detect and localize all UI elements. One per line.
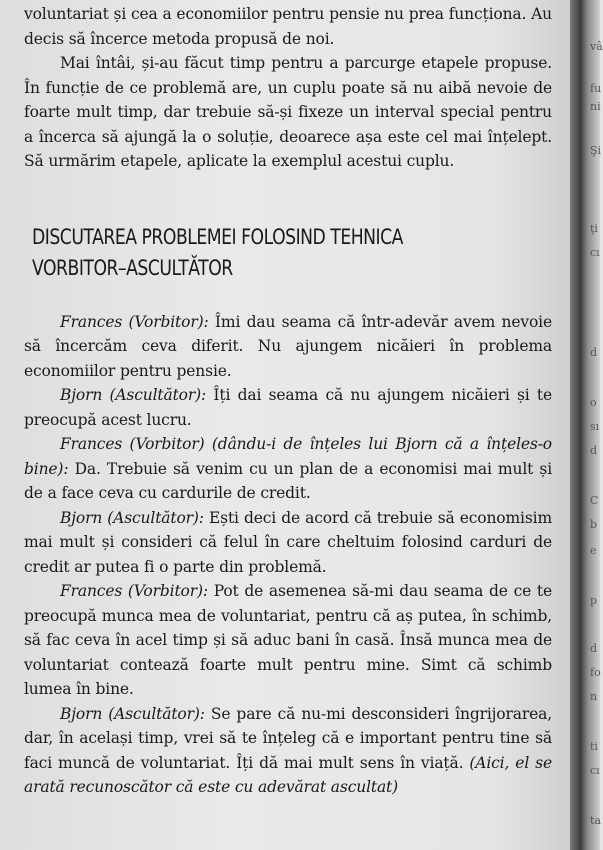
dialogue-line <box>24 579 552 702</box>
next-page-fragment: n <box>590 690 598 703</box>
next-page-fragment: p <box>590 594 598 607</box>
dialogue-text: Îți dai seama că nu ajungem nicăieri și te preocupă acest lucru. <box>24 386 552 429</box>
next-page-fragment: d <box>590 444 598 457</box>
speaker-label: Frances (Vorbitor): <box>60 582 208 600</box>
next-page-fragment: Şi <box>590 144 602 157</box>
next-page-fragment: d <box>590 642 598 655</box>
speaker-label: Bjorn (Ascultător): <box>60 704 205 723</box>
next-page-fragment: cı <box>590 246 600 259</box>
next-page-fragment: ta <box>590 814 601 827</box>
next-page-fragment: e <box>590 544 597 557</box>
dialogue-line <box>24 383 552 432</box>
next-page-fragment: fo <box>590 666 601 679</box>
speaker-label: Bjorn (Ascultător): <box>60 508 204 527</box>
paragraph-intro: Mai întâi, și-au făcut timp pentru a parcurge etapele propuse. În funcție de ce problemă are, un cuplu poate să nu aibă nevoie de foarte mult timp, dar trebuie să-și fixeze un interval special pentru a încerca să ajungă la o soluție, deoarece așa este cel mai înțelept. Să urmărim etapele, aplicate la exemplul acestui cuplu. <box>24 54 552 170</box>
next-page-fragment: C <box>590 494 599 507</box>
next-page-fragment: ti <box>590 740 598 753</box>
paragraph-continuation: voluntariat și cea a economiilor pentru pensie nu prea funcționa. Au decis să încerce metoda propusă de noi. <box>24 5 552 48</box>
dialogue-text: Ești deci de acord că trebuie să economisim mai mult și consideri că felul în care cheltuim folosind carduri de credit ar putea fi o parte din problemă. <box>24 508 552 576</box>
section-heading <box>32 222 524 284</box>
next-page-fragment: cı <box>590 764 600 777</box>
speaker-label: Frances (Vorbitor): <box>60 312 209 331</box>
stage-note: (Aici, el se arată recunoscător că este cu adevărat ascultat) <box>24 753 552 796</box>
dialogue-line <box>24 432 552 506</box>
speaker-label: Bjorn (Ascultător): <box>60 386 207 404</box>
speaker-label: Frances (Vorbitor) (dându-i de înțeles lui Bjorn că a înțeles-o bine): <box>24 435 552 478</box>
next-page-fragment: ni <box>590 100 601 113</box>
next-page-fragment: o <box>590 396 597 409</box>
dialogue-line <box>24 702 552 800</box>
heading-line-1: DISCUTAREA PROBLEMEI FOLOSIND TEHNICA <box>32 224 403 249</box>
dialogue <box>24 310 552 800</box>
dialogue-line <box>24 310 552 384</box>
dialogue-text: Îmi dau seama că într-adevăr avem nevoie să încercăm ceva diferit. Nu ajungem nicăieri în problema economiilor pentru pensie. <box>24 312 552 380</box>
next-page-fragment: ţi <box>590 222 598 235</box>
next-page-edge <box>588 0 603 850</box>
next-page-fragment: b <box>590 518 598 531</box>
dialogue-text: Pot de asemenea să-mi dau seama de ce te preocupă munca mea de voluntariat, pentru că aș putea, în schimb, să fac ceva în acel timp și să aduc bani în casă. Însă munca mea de voluntariat contează foarte mult pentru mine. Simt că schimb lumea în bine. <box>24 582 552 698</box>
next-page-fragment: sı <box>590 420 600 433</box>
dialogue-text: Se pare că nu-mi desconsideri îngrijorarea, dar, în același timp, vrei să te înțeleg că e important pentru tine să faci muncă de voluntariat. Îți dă mai mult sens în viață. <box>24 704 552 772</box>
next-page-fragment: vâ <box>590 40 603 53</box>
dialogue-line <box>24 506 552 580</box>
next-page-fragment: d <box>590 346 598 359</box>
next-page-fragment: fu <box>590 82 602 95</box>
dialogue-text: Da. Trebuie să venim cu un plan de a economisi mai mult și de a face ceva cu cardurile de credit. <box>24 459 552 502</box>
heading-line-2: VORBITOR–ASCULTĂTOR <box>32 255 233 280</box>
page-text <box>24 2 552 800</box>
